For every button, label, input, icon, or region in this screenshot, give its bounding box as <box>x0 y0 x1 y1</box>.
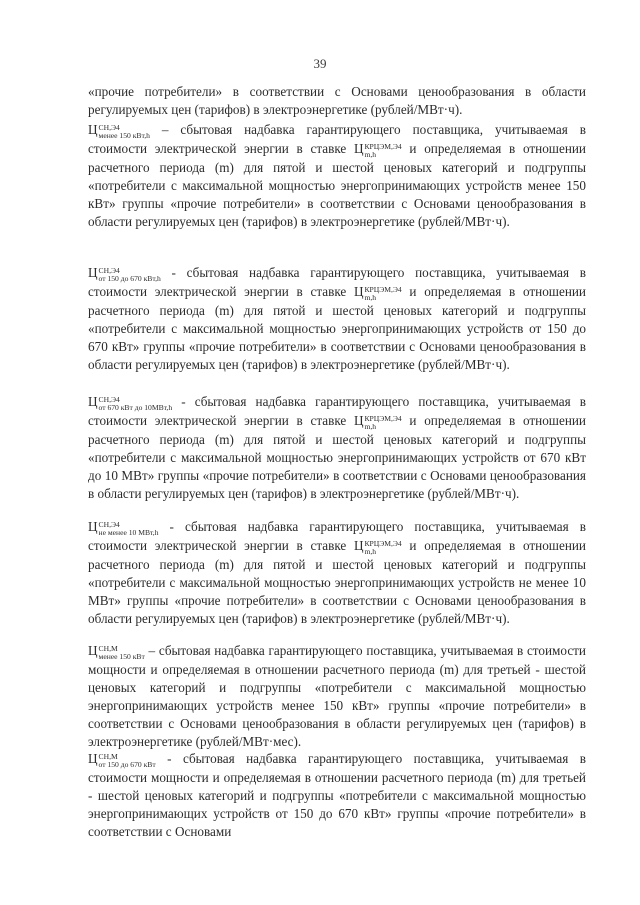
tariff-symbol: Ц СН,Э4 не менее 10 МВт,h <box>88 519 159 537</box>
definition-text: - сбытовая надбавка гарантирующего поставщика, учитываемая в стоимости электрической энергии в ставке <box>88 519 586 553</box>
definition-text: - сбытовая надбавка гарантирующего поставщика, учитываемая в стоимости электрической энергии в ставке <box>88 265 586 299</box>
paragraph-continuation <box>88 83 586 119</box>
tariff-symbol: Ц СН,Э4 от 150 до 670 кВт,h <box>88 265 161 283</box>
definition-150-670kw-capacity <box>88 750 586 841</box>
tariff-symbol: Ц СН,Э4 от 670 кВт до 10МВт,h <box>88 394 173 412</box>
definition-text-continued: и определяемая в отношении расчетного периода (m) для пятой и шестой ценовых категорий и подгруппы «потребители с максимальной мощностью энергопринимающих устройств от 150 до 670 кВт» группы «прочие потребители» в соответствии с Основами ценообразования в области регулируемых цен (тарифов) в электроэнергетике (рублей/МВт·ч). <box>88 284 586 372</box>
definition-less-150kw-capacity <box>88 642 586 751</box>
definition-over-10mw-energy <box>88 518 586 628</box>
rate-symbol: Ц КРЦЭМ,Э4 m,h <box>353 413 402 431</box>
rate-symbol: Ц КРЦЭМ,Э4 m,h <box>353 141 402 159</box>
paragraph-text: «прочие потребители» в соответствии с Основами ценообразования в области регулируемых цен (тарифов) в электроэнергетике (рублей/МВт·ч). <box>88 84 586 117</box>
tariff-symbol: Ц СН,М от 150 до 670 кВт <box>88 751 156 769</box>
definition-text-continued: и определяемая в отношении расчетного периода (m) для пятой и шестой ценовых категорий и подгруппы «потребители с максимальной мощностью энергопринимающих устройств менее 150 кВт» группы «прочие потребители» в соответствии с Основами ценообразования в области регулируемых цен (тарифов) в электроэнергетике (рублей/МВт·ч). <box>88 141 586 229</box>
tariff-symbol: Ц СН,Э4 менее 150 кВт,h <box>88 122 150 140</box>
definition-150-670kw-energy <box>88 264 586 374</box>
definition-text: – сбытовая надбавка гарантирующего поставщика, учитываемая в стоимости электрической энергии в ставке <box>88 122 586 156</box>
rate-symbol: Ц КРЦЭМ,Э4 m,h <box>353 538 402 556</box>
definition-text: - сбытовая надбавка гарантирующего поставщика, учитываемая в стоимости мощности и определяемая в отношении расчетного периода (m) для третьей - шестой ценовых категорий и подгруппы «потребители с максимальной мощностью энергопринимающих устройств от 150 до 670 кВт» группы «прочие потребители» в соответствии с Основами <box>88 751 586 839</box>
definition-text: - сбытовая надбавка гарантирующего поставщика, учитываемая в стоимости электрической энергии в ставке <box>88 394 586 428</box>
rate-symbol: Ц КРЦЭМ,Э4 m,h <box>353 284 402 302</box>
definition-text-continued: и определяемая в отношении расчетного периода (m) для пятой и шестой ценовых категорий и подгруппы «потребители с максимальной мощностью энергопринимающих устройств не менее 10 МВт» группы «прочие потребители» в соответствии с Основами ценообразования в области регулируемых цен (тарифов) в электроэнергетике (рублей/МВт·ч). <box>88 538 586 626</box>
definition-670kw-10mw-energy <box>88 393 586 503</box>
definition-text-continued: и определяемая в отношении расчетного периода (m) для пятой и шестой ценовых категорий и подгруппы «потребители с максимальной мощностью энергопринимающих устройств от 670 кВт до 10 МВт» группы «прочие потребители» в соответствии с Основами ценообразования в области регулируемых цен (тарифов) в электроэнергетике (рублей/МВт·ч). <box>88 413 586 501</box>
tariff-symbol: Ц СН,М менее 150 кВт <box>88 643 145 661</box>
definition-text: – сбытовая надбавка гарантирующего поставщика, учитываемая в стоимости мощности и определяемая в отношении расчетного периода (m) для третьей - шестой ценовых категорий и подгруппы «потребители с максимальной мощностью энергопринимающих устройств менее 150 кВт» группы «прочие потребители» в соответствии с Основами ценообразования в области регулируемых цен (тарифов) в электроэнергетике (рублей/МВт·мес). <box>88 643 586 749</box>
page-number: 39 <box>313 56 327 71</box>
definition-less-150kw-energy <box>88 121 586 231</box>
